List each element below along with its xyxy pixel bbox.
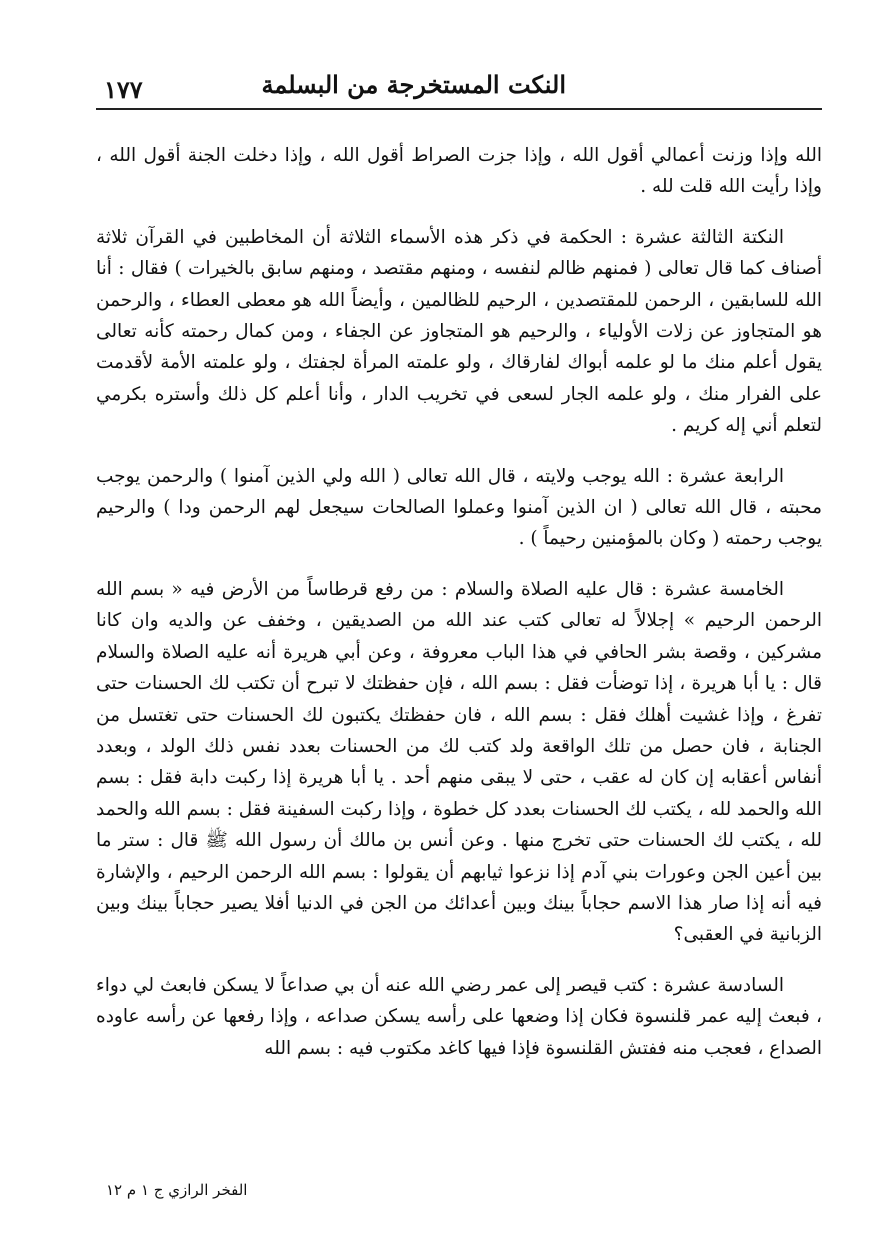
paragraph-point-16: السادسة عشرة : كتب قيصر إلى عمر رضي الله عنه أن بي صداعاً لا يسكن فابعث لي دواء ، فبعث إليه عمر قلنسوة فكان إذا وضعها على رأسه يسكن صداعه ، وإذا رفعها عن رأسه عاوده الصداع ، فعجب منه ففتش القلنسوة فإذا فيها كاغد مكتوب فيه : بسم الله [96, 974, 822, 1059]
main-text [96, 140, 822, 1083]
paragraph-point-14: الرابعة عشرة : الله يوجب ولايته ، قال الله تعالى ( الله ولي الذين آمنوا ) والرحمن يوجب محبته ، قال الله تعالى ( ان الذين آمنوا وعملوا الصالحات سيجعل لهم الرحمن ودا ) والرحيم يوجب رحمته ( وكان بالمؤمنين رحيماً ) . [96, 465, 822, 550]
running-title: النكت المستخرجة من البسلمة [261, 70, 566, 99]
paragraph-continuation: الله وإذا وزنت أعمالي أقول الله ، وإذا جزت الصراط أقول الله ، وإذا دخلت الجنة أقول الله ، وإذا رأيت الله قلت لله . [96, 145, 822, 198]
paragraph-point-15: الخامسة عشرة : قال عليه الصلاة والسلام : من رفع قرطاساً من الأرض فيه « بسم الله الرحمن الرحيم » إجلالاً له تعالى كتب عند الله من الصديقين ، وخفف عن والديه وان كانا مشركين ، وقصة بشر الحافي في هذا الباب معروفة ، وعن أبي هريرة أنه عليه الصلاة والسلام قال : يا أبا هريرة ، إذا توضأت فقل : بسم الله ، فإن حفظتك لا تبرح أن تكتب لك الحسنات حتى تفرغ ، وإذا غشيت أهلك فقل : بسم الله ، فان حفظتك يكتبون لك الحسنات حتى تغتسل من الجنابة ، فان حصل من تلك الواقعة ولد كتب لك من الحسنات بعدد نفس ذلك الولد ، وبعدد أنفاس أعقابه إن كان له عقب ، حتى لا يبقى منهم أحد . يا أبا هريرة إذا ركبت دابة فقل : بسم الله والحمد لله ، يكتب لك الحسنات بعدد كل خطوة ، وإذا ركبت السفينة فقل : بسم الله والحمد لله ، يكتب لك الحسنات حتى تخرج منها . وعن أنس بن مالك أن رسول الله ﷺ قال : ستر ما بين أعين الجن وعورات بني آدم إذا نزعوا ثيابهم أن يقولوا : بسم الله الرحمن الرحيم ، والإشارة فيه أنه إذا صار هذا الاسم حجاباً بينك وبين أعدائك من الجن في الدنيا أفلا يصير حجاباً بينك وبين الزبانية في العقبى؟ [96, 578, 822, 946]
page-header [96, 58, 822, 110]
page-number: ١٧٧ [104, 75, 143, 104]
paragraph-point-13: النكتة الثالثة عشرة : الحكمة في ذكر هذه الأسماء الثلاثة أن المخاطبين في القرآن ثلاثة أصناف كما قال تعالى ( فمنهم ظالم لنفسه ، ومنهم مقتصد ، ومنهم سابق بالخيرات ) فقال : أنا الله للسابقين ، الرحمن للمقتصدين ، الرحيم للظالمين ، وأيضاً الله هو معطى العطاء ، والرحمن هو المتجاوز عن زلات الأولياء ، والرحيم هو المتجاوز عن الجفاء ، ومن كمال رحمته كأنه تعالى يقول أعلم منك ما لو علمه أبواك لفارقاك ، ولو علمته المرأة لجفتك ، ولو علمته الأمة لأقدمت على الفرار منك ، ولو علمه الجار لسعى في تخريب الدار ، وأنا أعلم كل ذلك وأستره بكرمي لتعلم أني إله كريم . [96, 226, 822, 437]
footer-signature: الفخر الرازي ج ١ م ١٢ [106, 1181, 248, 1199]
